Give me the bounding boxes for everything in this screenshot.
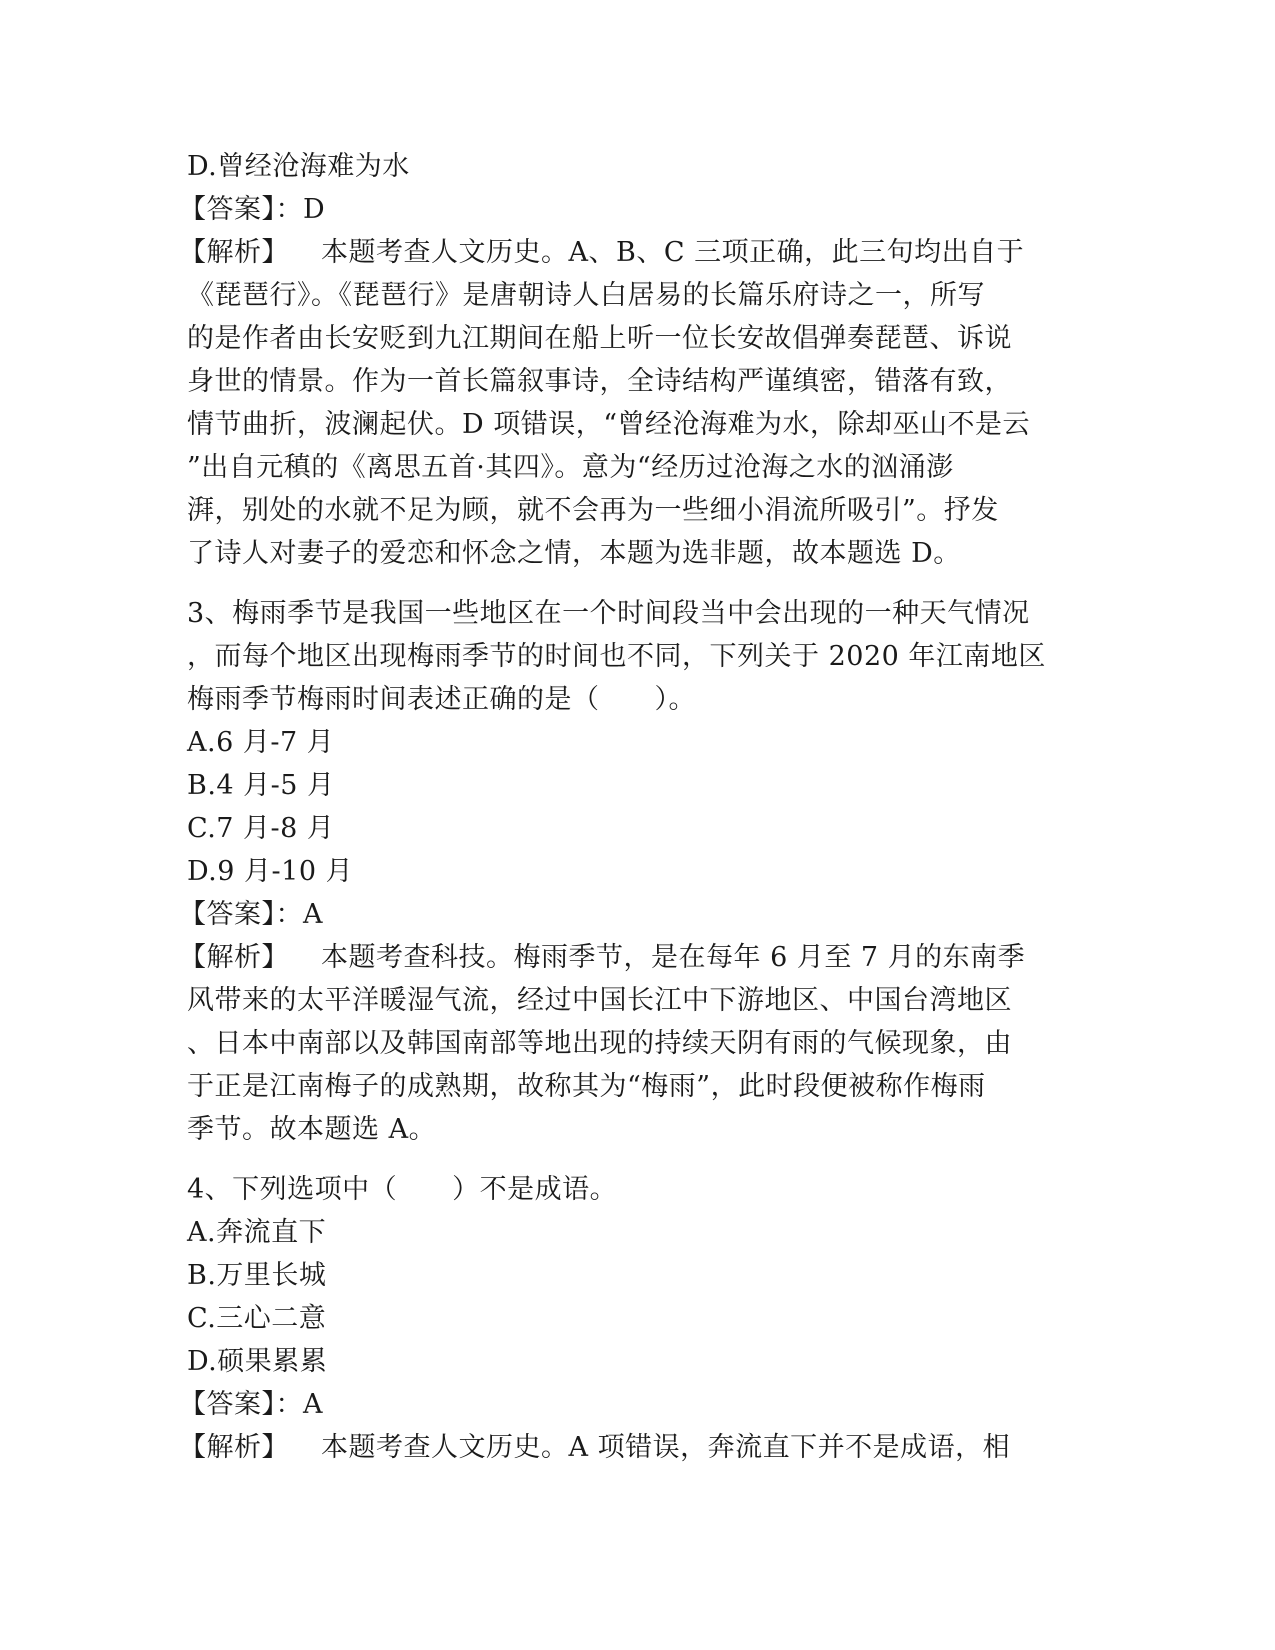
q3-analysis-line-1 [179, 936, 1087, 979]
q4-analysis-label: 【解析】 [179, 1432, 289, 1463]
q2-analysis-line: 情节曲折，波澜起伏。D 项错误，“曾经沧海难为水，除却巫山不是云 [187, 409, 1031, 440]
q2-analysis-line: ”出自元稹的《离思五首·其四》。意为“经历过沧海之水的汹涌澎 [187, 452, 954, 483]
q4-answer-value: ：A [275, 1389, 323, 1420]
q2-answer [179, 188, 1087, 231]
q3-question-line: 梅雨季节梅雨时间表述正确的是（ ）。 [187, 684, 696, 715]
q3-analysis-line: 季节。故本题选 A。 [187, 1114, 437, 1145]
q2-analysis-line: 湃，别处的水就不足为顾，就不会再为一些细小涓流所吸引”。抒发 [187, 495, 999, 526]
q2-analysis-line: 的是作者由长安贬到九江期间在船上听一位长安故倡弹奏琵琶、诉说 [187, 323, 1012, 354]
q2-analysis-line: 身世的情景。作为一首长篇叙事诗，全诗结构严谨缜密，错落有致， [187, 366, 1012, 397]
q4-answer-label: 【答案】 [179, 1389, 276, 1420]
q2-analysis-line: 《琵琶行》。《琵琶行》是唐朝诗人白居易的长篇乐府诗之一，所写 [187, 280, 985, 311]
q3-option-c: C.7 月-8 月 [187, 813, 335, 844]
q4-analysis-line-1 [179, 1426, 1087, 1469]
q2-answer-label: 【答案】 [179, 194, 276, 225]
q3-analysis-line: 于正是江南梅子的成熟期，故称其为“梅雨”，此时段便被称作梅雨 [187, 1071, 986, 1102]
question-spacer [187, 575, 1087, 592]
q3-option-d: D.9 月-10 月 [187, 856, 354, 887]
q3-option-a: A.6 月-7 月 [187, 727, 335, 758]
q2-option-d: D.曾经沧海难为水 [187, 151, 410, 182]
q4-option-c: C.三心二意 [187, 1303, 327, 1334]
q3-question-line: ，而每个地区出现梅雨季节的时间也不同，下列关于 2020 年江南地区 [187, 641, 1046, 672]
q3-question-line: 3、梅雨季节是我国一些地区在一个时间段当中会出现的一种天气情况 [187, 598, 1030, 629]
q3-answer [179, 893, 1087, 936]
q3-answer-label: 【答案】 [179, 899, 276, 930]
q4-option-d: D.硕果累累 [187, 1346, 328, 1377]
question-spacer [187, 1151, 1087, 1168]
q3-analysis-text: 本题考查科技。梅雨季节，是在每年 6 月至 7 月的东南季 [321, 942, 1026, 973]
q4-option-a: A.奔流直下 [187, 1217, 327, 1248]
q4-analysis-text: 本题考查人文历史。A 项错误，奔流直下并不是成语，相 [321, 1432, 1011, 1463]
q2-answer-value: ：D [275, 194, 326, 225]
q4-answer [179, 1383, 1087, 1426]
q3-analysis-line: 、日本中南部以及韩国南部等地出现的持续天阴有雨的气候现象，由 [187, 1028, 1012, 1059]
q3-answer-value: ：A [275, 899, 323, 930]
q2-analysis-label: 【解析】 [179, 237, 289, 268]
q2-analysis-line: 了诗人对妻子的爱恋和怀念之情，本题为选非题，故本题选 D。 [187, 538, 961, 569]
q4-option-b: B.万里长城 [187, 1260, 327, 1291]
q3-option-b: B.4 月-5 月 [187, 770, 335, 801]
q2-analysis-line-1 [179, 231, 1087, 274]
q4-question-line: 4、下列选项中（ ）不是成语。 [187, 1174, 618, 1205]
document-content [179, 145, 1087, 1469]
q3-analysis-label: 【解析】 [179, 942, 289, 973]
q2-analysis-text: 本题考查人文历史。A、B、C 三项正确，此三句均出自于 [321, 237, 1025, 268]
q3-analysis-line: 风带来的太平洋暖湿气流，经过中国长江中下游地区、中国台湾地区 [187, 985, 1012, 1016]
